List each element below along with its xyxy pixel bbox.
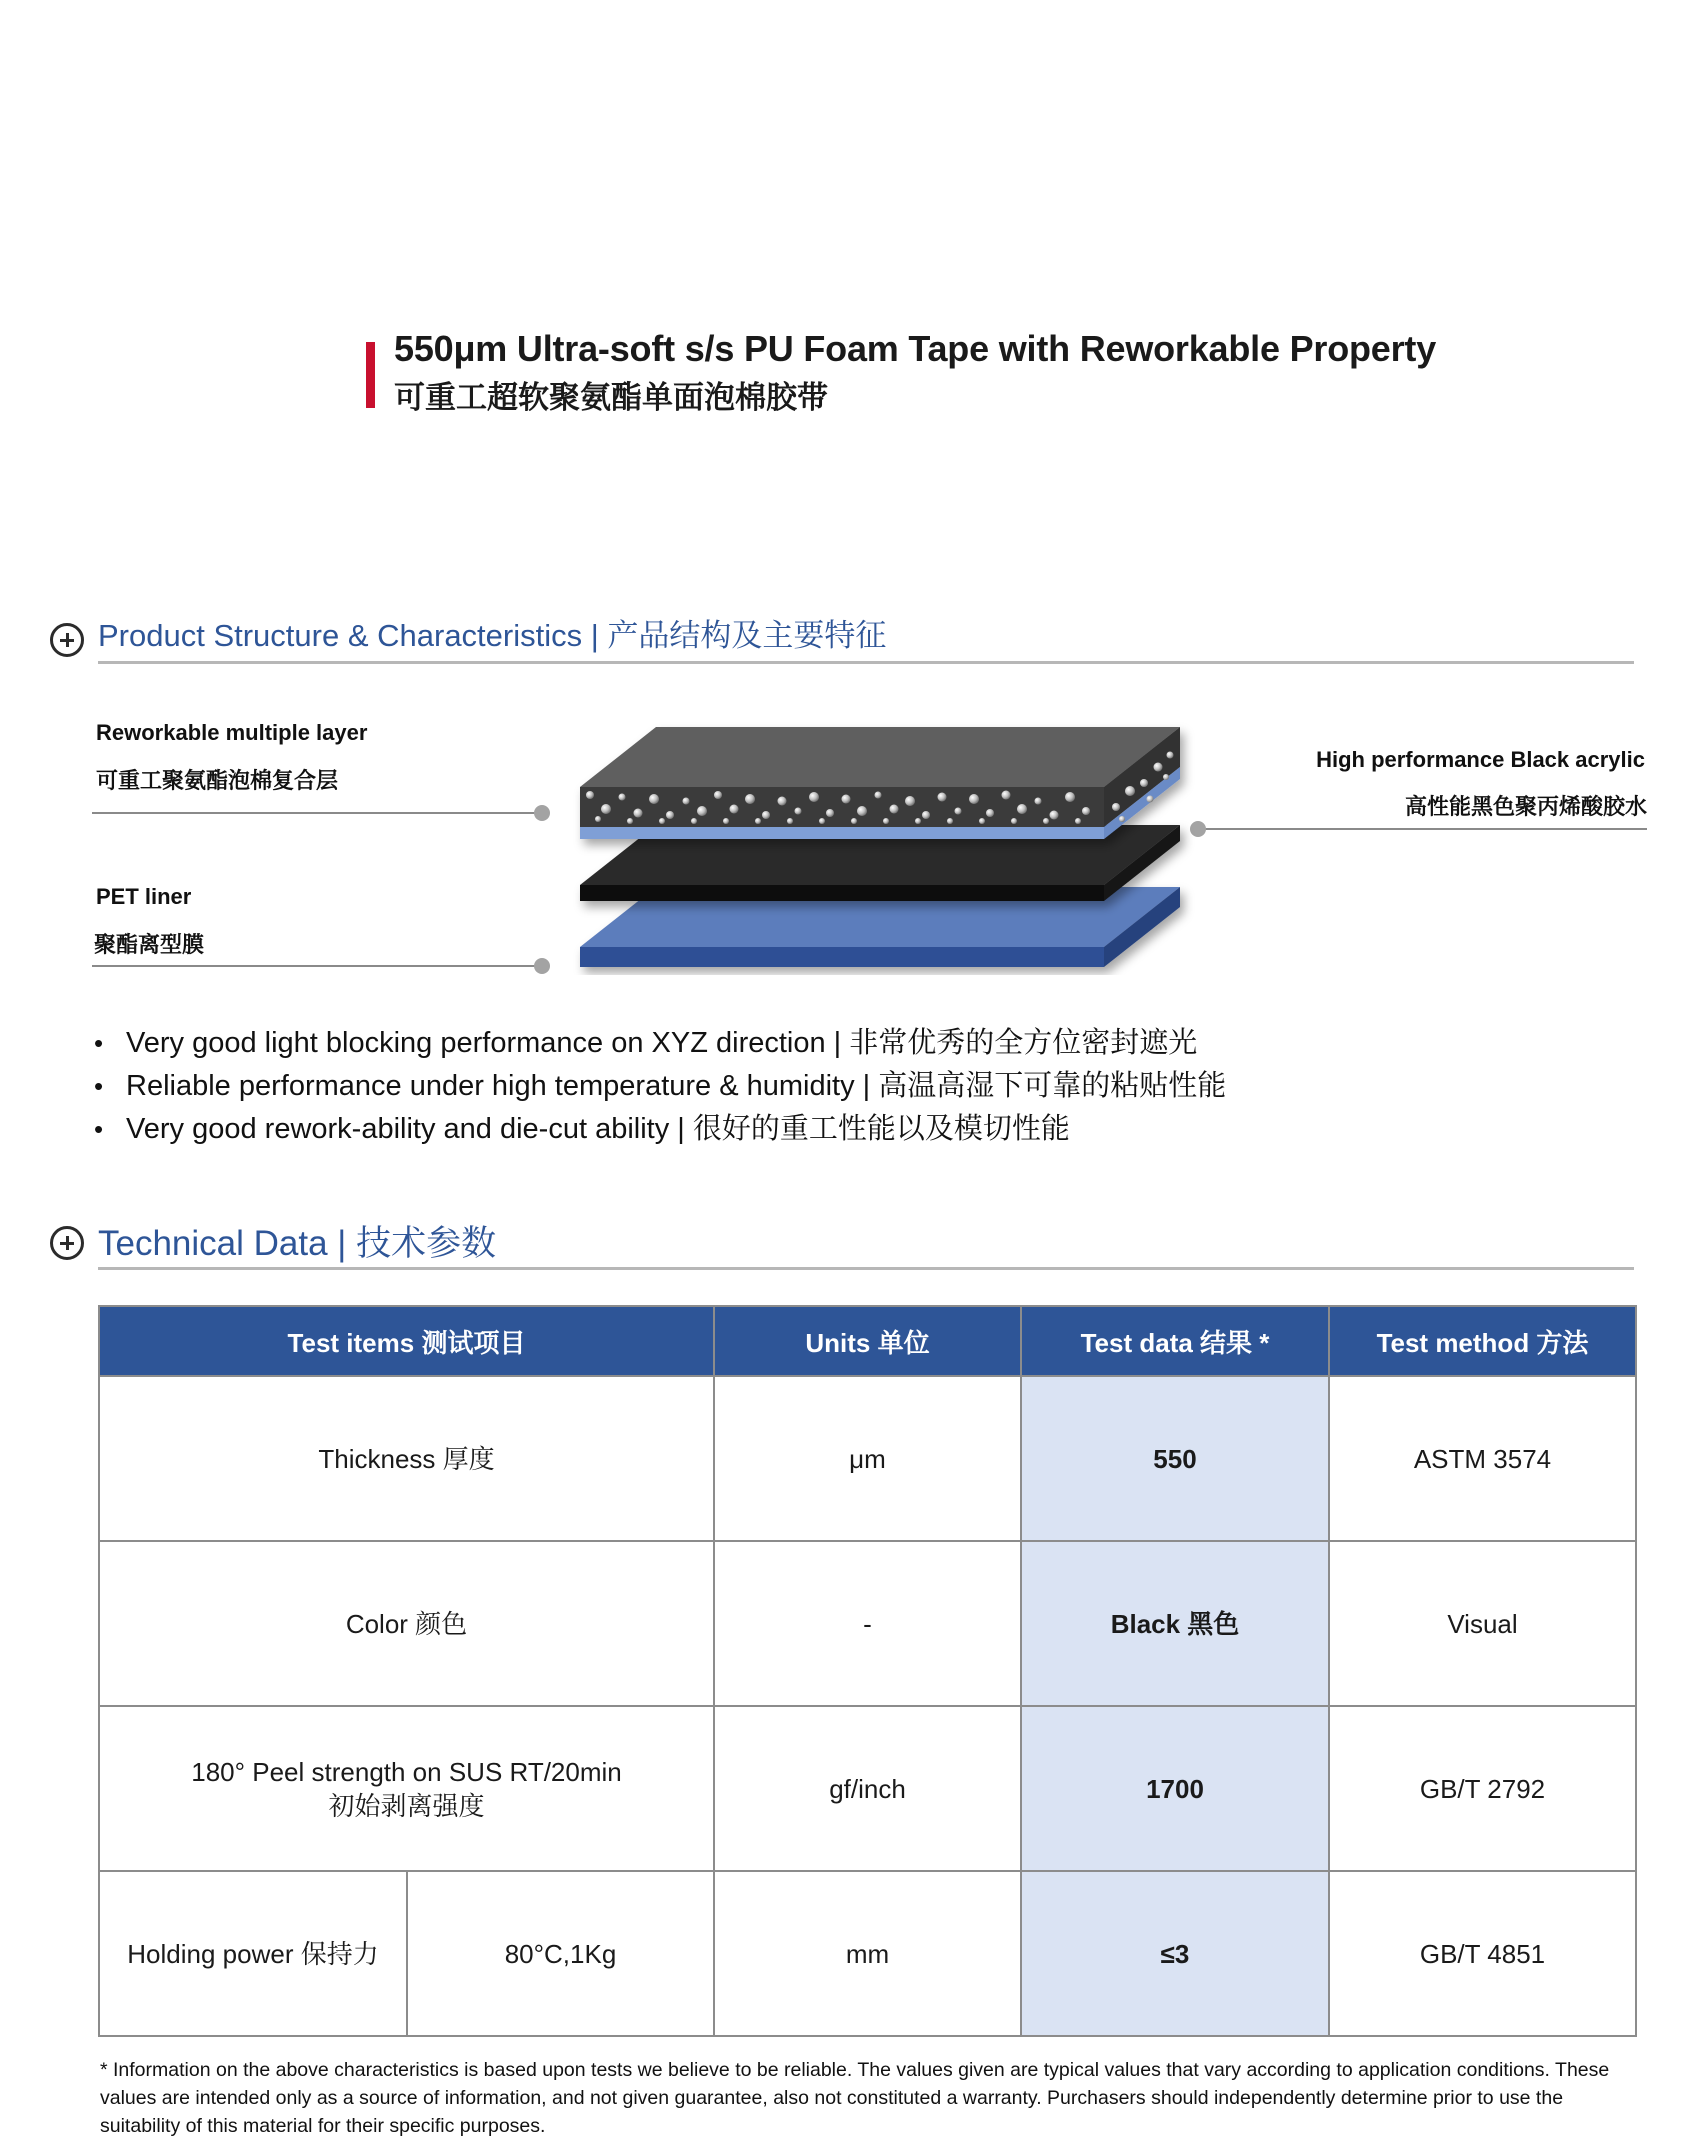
layer-structure-diagram — [560, 715, 1200, 975]
table-row — [99, 1871, 1636, 2036]
cell-value: 550 — [1021, 1376, 1329, 1541]
feature-list — [90, 1022, 1226, 1151]
plus-circle-icon — [50, 623, 84, 657]
liner-leader-line — [92, 965, 540, 967]
header-test-items: Test items 测试项目 — [99, 1306, 714, 1376]
table-row — [99, 1376, 1636, 1541]
adhesive-label-cn: 高性能黑色聚丙烯酸胶水 — [1404, 794, 1647, 819]
product-title-en: 550μm Ultra-soft s/s PU Foam Tape with Reworkable Property — [394, 328, 1437, 369]
cell-unit: μm — [714, 1376, 1021, 1541]
disclaimer-footnote: * Information on the above characteristics is based upon tests we believe to be reliable. The values given are typical values that vary according to application conditions. These values are intended only as a source of information, and not given guarantee, also not constituted a warranty. Purchasers should independently determine prior to use the suitability of this material for their specific purposes. — [100, 2059, 1610, 2137]
cell-unit: - — [714, 1541, 1021, 1706]
cell-item — [99, 1706, 714, 1871]
plus-circle-icon — [50, 1226, 84, 1260]
title-accent-bar — [366, 342, 375, 408]
cell-value: Black 黑色 — [1021, 1541, 1329, 1706]
structure-heading: Product Structure & Characteristics | 产品结构及主要特征 — [98, 618, 887, 653]
cell-item: Thickness 厚度 — [99, 1376, 714, 1541]
adhesive-leader-line — [1200, 828, 1647, 830]
cell-item-en: 180° Peel strength on SUS RT/20min — [191, 1756, 622, 1787]
cell-method: ASTM 3574 — [1329, 1376, 1636, 1541]
layer-label-cn: 可重工聚氨酯泡棉复合层 — [96, 768, 339, 793]
cell-method: GB/T 4851 — [1329, 1871, 1636, 2036]
adhesive-label-en: High performance Black acrylic — [1316, 747, 1645, 772]
technical-heading-rule — [98, 1267, 1634, 1270]
technical-data-table — [98, 1305, 1637, 2037]
header-test-data: Test data 结果 * — [1021, 1306, 1329, 1376]
cell-item-cn: 初始剥离强度 — [328, 1790, 485, 1821]
technical-heading: Technical Data | 技术参数 — [98, 1224, 497, 1263]
table-row — [99, 1706, 1636, 1871]
table-row — [99, 1541, 1636, 1706]
cell-method: Visual — [1329, 1541, 1636, 1706]
layer-leader-line — [92, 812, 540, 814]
table-header-row — [99, 1306, 1636, 1376]
cell-value: ≤3 — [1021, 1871, 1329, 2036]
liner-label-cn: 聚酯离型膜 — [94, 932, 205, 957]
feature-item: • Very good rework-ability and die-cut ability | 很好的重工性能以及模切性能 — [90, 1108, 1226, 1151]
layer-leader-dot — [534, 805, 550, 821]
cell-item: Color 颜色 — [99, 1541, 714, 1706]
foam-composite-layer — [580, 727, 1180, 839]
liner-label-en: PET liner — [96, 884, 192, 909]
liner-leader-dot — [534, 958, 550, 974]
header-units: Units 单位 — [714, 1306, 1021, 1376]
cell-value: 1700 — [1021, 1706, 1329, 1871]
cell-item: Holding power 保持力 — [99, 1871, 407, 2036]
cell-condition: 80°C,1Kg — [407, 1871, 714, 2036]
product-title-cn: 可重工超软聚氨酯单面泡棉胶带 — [394, 380, 828, 415]
header-test-method: Test method 方法 — [1329, 1306, 1636, 1376]
layer-label-en: Reworkable multiple layer — [96, 720, 368, 745]
feature-item: • Very good light blocking performance on XYZ direction | 非常优秀的全方位密封遮光 — [90, 1022, 1226, 1065]
structure-heading-rule — [98, 661, 1634, 664]
cell-method: GB/T 2792 — [1329, 1706, 1636, 1871]
cell-unit: mm — [714, 1871, 1021, 2036]
cell-unit: gf/inch — [714, 1706, 1021, 1871]
feature-item: • Reliable performance under high temperature & humidity | 高温高湿下可靠的粘贴性能 — [90, 1065, 1226, 1108]
